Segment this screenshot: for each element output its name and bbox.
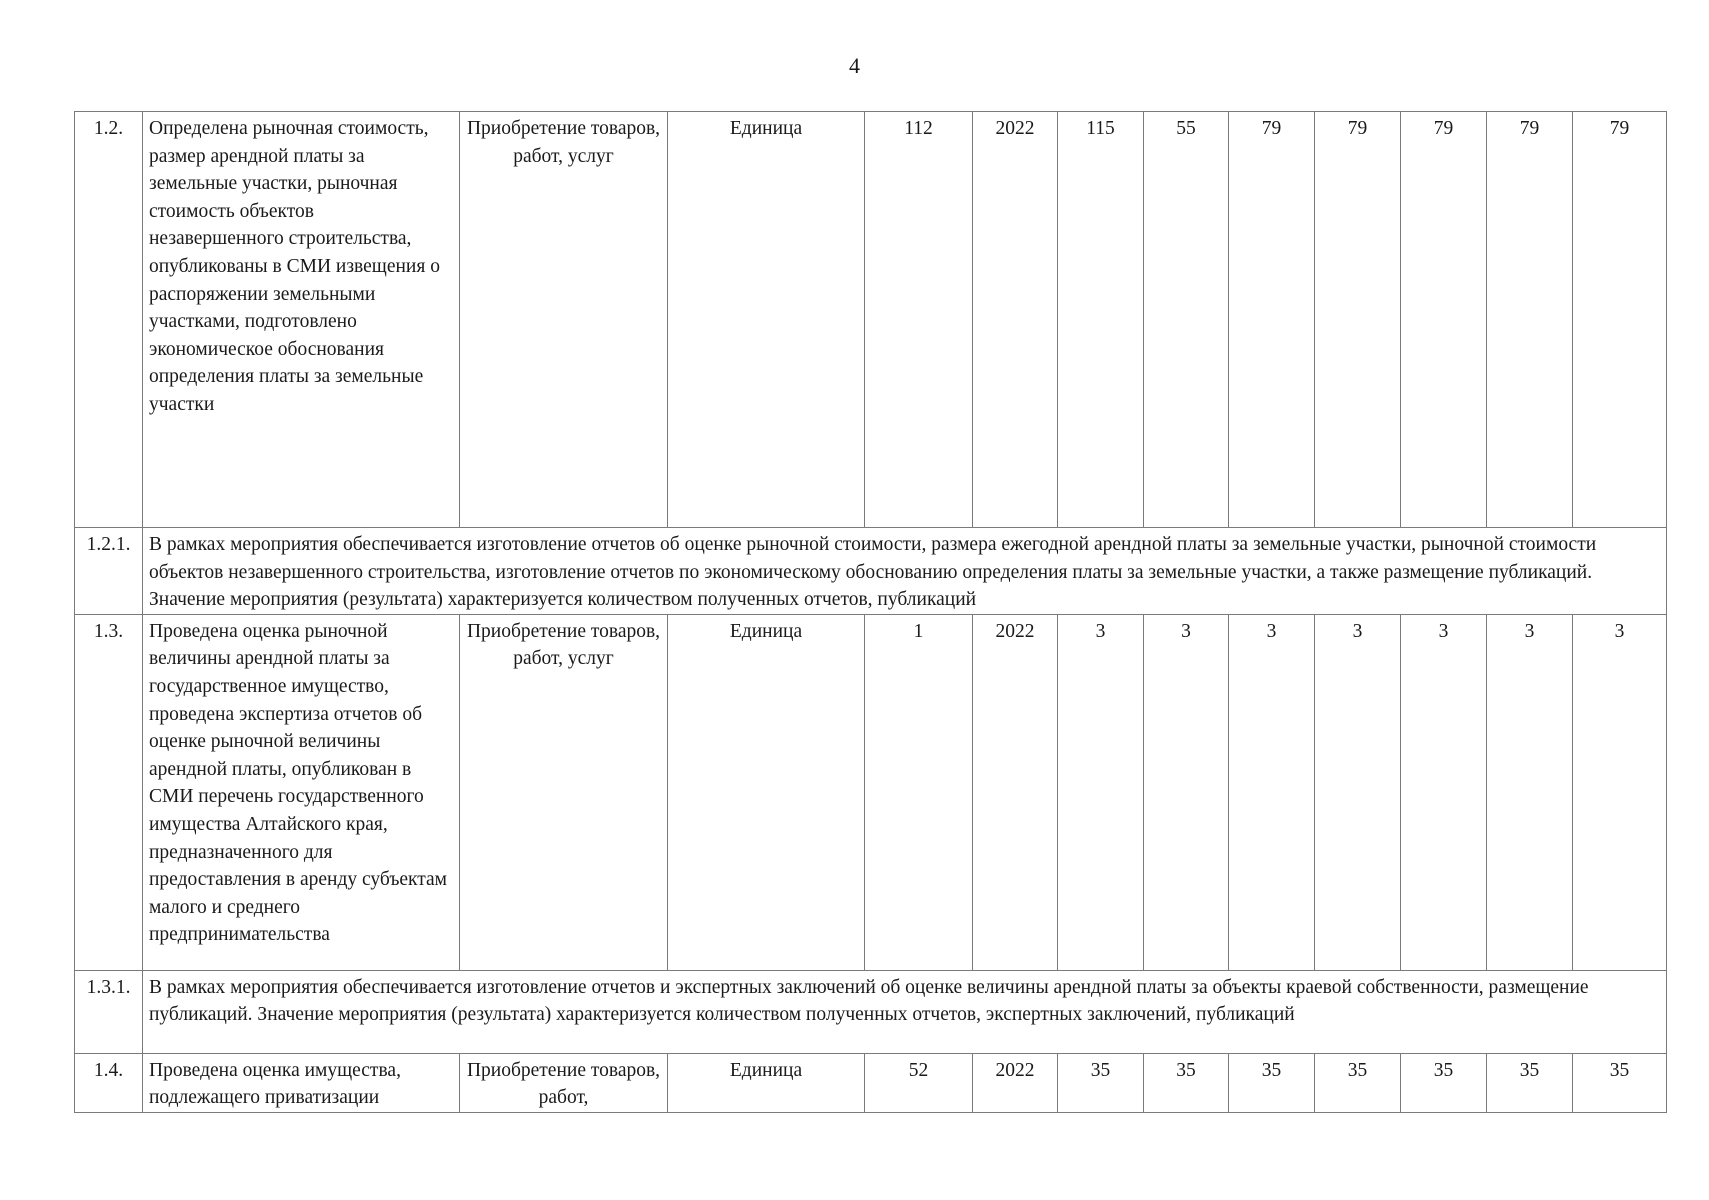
year-value: 79 — [1487, 112, 1573, 528]
measure-note: В рамках мероприятия обеспечивается изготовление отчетов и экспертных заключений об оценке величины арендной платы за объекты краевой собственности, размещение публикаций. Значение мероприятия (результата) характеризуется количеством полученных отчетов, экспертных заключений, публикаций — [143, 970, 1667, 1053]
result-type: Приобретение товаров, работ, услуг — [460, 112, 668, 528]
result-description: Проведена оценка имущества, подлежащего приватизации — [143, 1053, 460, 1112]
table-row — [75, 1053, 1667, 1112]
unit-of-measure: Единица — [668, 112, 865, 528]
year-value: 3 — [1229, 614, 1315, 970]
base-value: 1 — [865, 614, 973, 970]
measure-note: В рамках мероприятия обеспечивается изготовление отчетов об оценке рыночной стоимости, размера ежегодной арендной платы за земельные участки, рыночной стоимости объектов незавершенного строительства, изготовление отчетов по экономическому обоснованию определения платы за земельные участки, а также размещение публикаций. Значение мероприятия (результата) характеризуется количеством полученных отчетов, публикаций — [143, 528, 1667, 615]
base-value: 112 — [865, 112, 973, 528]
base-year: 2022 — [973, 112, 1058, 528]
base-year: 2022 — [973, 1053, 1058, 1112]
year-value: 79 — [1229, 112, 1315, 528]
base-value: 52 — [865, 1053, 973, 1112]
year-value: 3 — [1058, 614, 1144, 970]
year-value: 35 — [1573, 1053, 1667, 1112]
year-value: 3 — [1315, 614, 1401, 970]
result-type: Приобретение товаров, работ, — [460, 1053, 668, 1112]
row-number: 1.4. — [75, 1053, 143, 1112]
table-row — [75, 614, 1667, 970]
year-value: 79 — [1573, 112, 1667, 528]
year-value: 35 — [1144, 1053, 1229, 1112]
year-value: 35 — [1315, 1053, 1401, 1112]
result-description: Определена рыночная стоимость, размер арендной платы за земельные участки, рыночная стоимость объектов незавершенного строительства, опубликованы в СМИ извещения о распоряжении земельными участками, подготовлено экономическое обоснования определения платы за земельные участки — [143, 112, 460, 528]
result-type: Приобретение товаров, работ, услуг — [460, 614, 668, 970]
unit-of-measure: Единица — [668, 614, 865, 970]
table-row — [75, 528, 1667, 615]
year-value: 3 — [1144, 614, 1229, 970]
base-year: 2022 — [973, 614, 1058, 970]
year-value: 35 — [1058, 1053, 1144, 1112]
row-number: 1.2.1. — [75, 528, 143, 615]
result-description: Проведена оценка рыночной величины арендной платы за государственное имущество, проведена экспертиза отчетов об оценке рыночной величины арендной платы, опубликован в СМИ перечень государственного имущества Алтайского края, предназначенного для предоставления в аренду субъектам малого и среднего предпринимательства — [143, 614, 460, 970]
page-number: 4 — [849, 53, 860, 78]
row-number: 1.3. — [75, 614, 143, 970]
year-value: 79 — [1401, 112, 1487, 528]
unit-of-measure: Единица — [668, 1053, 865, 1112]
year-value: 3 — [1487, 614, 1573, 970]
year-value: 79 — [1315, 112, 1401, 528]
year-value: 3 — [1573, 614, 1667, 970]
year-value: 55 — [1144, 112, 1229, 528]
results-table — [74, 111, 1667, 1113]
table-row — [75, 112, 1667, 528]
row-number: 1.3.1. — [75, 970, 143, 1053]
year-value: 35 — [1401, 1053, 1487, 1112]
year-value: 115 — [1058, 112, 1144, 528]
year-value: 35 — [1229, 1053, 1315, 1112]
row-number: 1.2. — [75, 112, 143, 528]
table-row — [75, 970, 1667, 1053]
year-value: 35 — [1487, 1053, 1573, 1112]
year-value: 3 — [1401, 614, 1487, 970]
